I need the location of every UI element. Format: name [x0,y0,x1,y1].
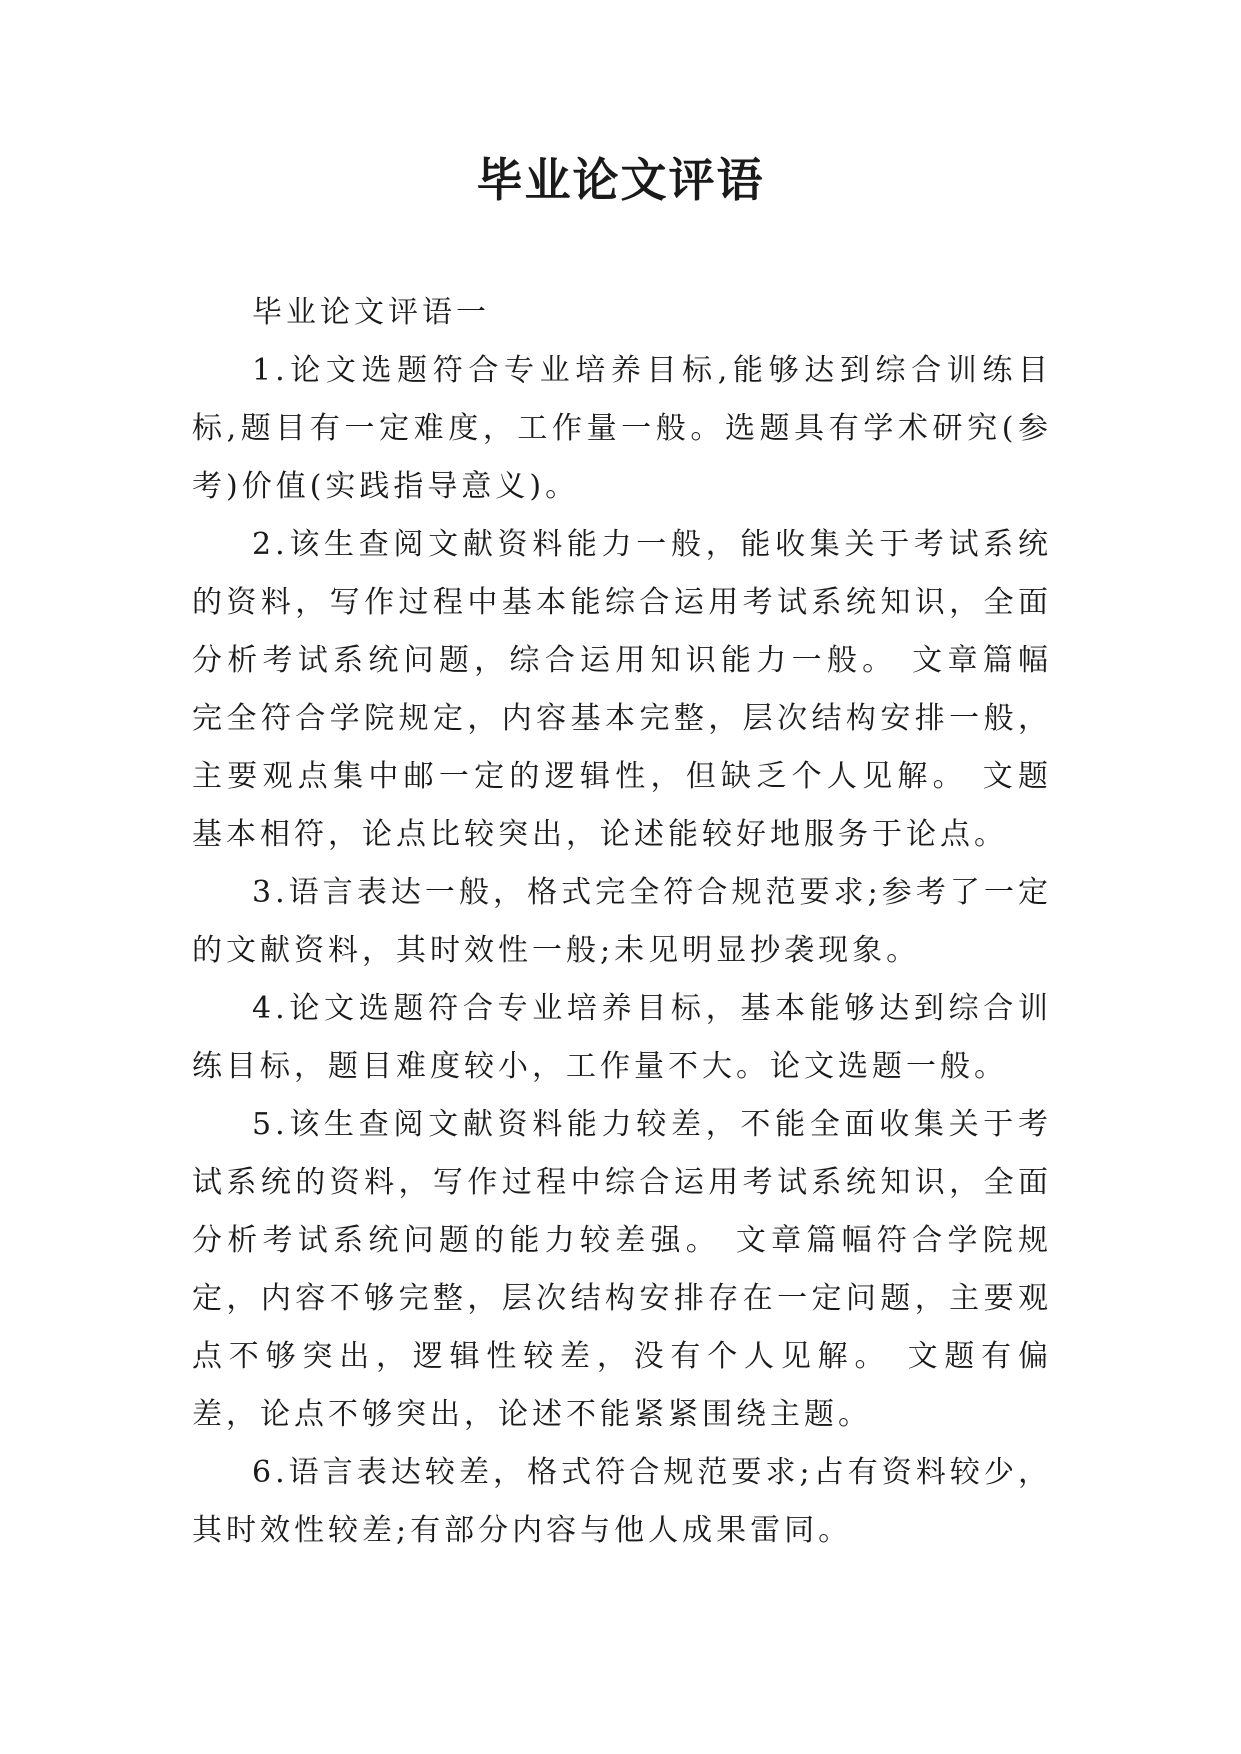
paragraph-2: 2.该生查阅文献资料能力一般，能收集关于考试系统的资料，写作过程中基本能综合运用考试系统知识，全面分析考试系统问题，综合运用知识能力一般。 文章篇幅完全符合学院规定，内容基本完整，层次结构安排一般，主要观点集中邮一定的逻辑性，但缺乏个人见解。 文题基本相符，论点比较突出，论述能较好地服务于论点。 [192,527,1052,852]
document-body [192,284,1052,1560]
document-title: 毕业论文评语 [476,153,765,207]
paragraph-4: 4.论文选题符合专业培养目标，基本能够达到综合训练目标，题目难度较小，工作量不大。论文选题一般。 [192,991,1052,1084]
paragraph-5: 5.该生查阅文献资料能力较差，不能全面收集关于考试系统的资料，写作过程中综合运用考试系统知识，全面分析考试系统问题的能力较差强。 文章篇幅符合学院规定，内容不够完整，层次结构安排存在一定问题，主要观点不够突出，逻辑性较差，没有个人见解。 文题有偏差，论点不够突出，论述不能紧紧围绕主题。 [192,1107,1052,1432]
paragraph-1: 1.论文选题符合专业培养目标,能够达到综合训练目标,题目有一定难度，工作量一般。选题具有学术研究(参考)价值(实践指导意义)。 [192,353,1052,504]
paragraph-6: 6.语言表达较差，格式符合规范要求;占有资料较少，其时效性较差;有部分内容与他人成果雷同。 [192,1455,1052,1548]
paragraph-3: 3.语言表达一般，格式完全符合规范要求;参考了一定的文献资料，其时效性一般;未见明显抄袭现象。 [192,875,1052,968]
section-heading: 毕业论文评语一 [252,295,490,330]
